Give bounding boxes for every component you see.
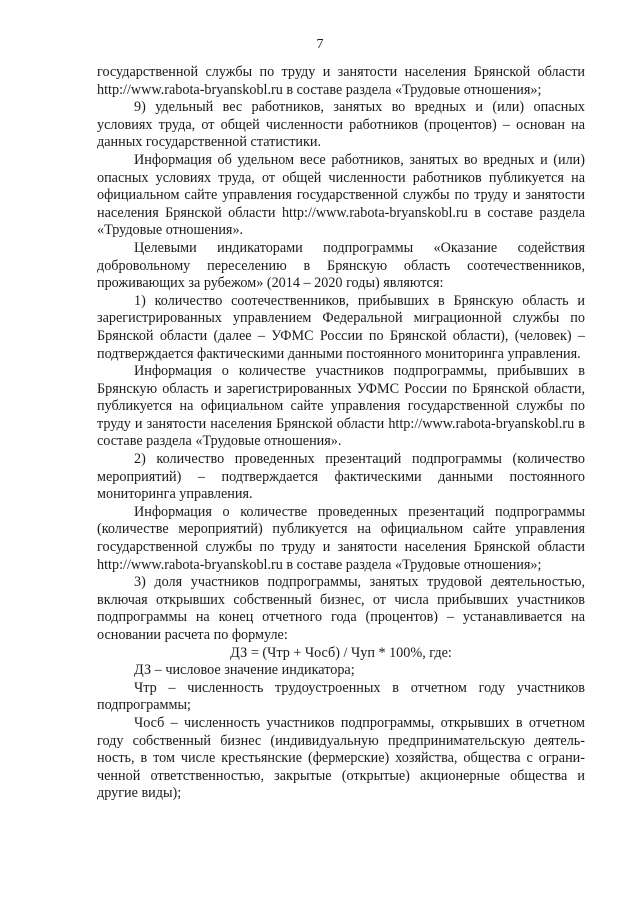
definition-chosb: Чосб – численность участников подпрограммы, открывших в отчетном году собственный бизнес (индивидуальную предпринимательскую деятельность, в том числе крестьянские (фермерские) хозяйства, общества с ограниченной ответственностью, закрытые (открытые) акционерные общества и другие виды); [97,714,585,802]
definition-chtr: Чтр – численность трудоустроенных в отчетном году участников подпрограммы; [97,679,585,714]
paragraph-continuation: государственной службы по труду и занятости населения Брянской области http://www.rabota-bryanskobl.ru в составе раздела «Трудовые отношения»; [97,64,585,98]
paragraph-item-9: 9) удельный вес работников, занятых во вредных и (или) опасных условиях труда, от общей численности работников (процентов) – основан на данных государственной статистики. [97,99,585,151]
paragraph-info-participants: Информация о количестве участников подпрограммы, прибывших в Брянскую область и зарегистрированных УФМС России по Брянской области, публикуется на официальном сайте управления государственной службы по труду и занятости населения Брянской области http://www.rabota-bryanskobl.ru в составе раздела «Трудовые отношения». [97,363,585,450]
paragraph-item-1: 1) количество соотечественников, прибывших в Брянскую область и зарегистрированных управлением Федеральной миграционной службы по Брянской области (далее – УФМС России по Брянской области), (человек) – подтверждается фактическими данными постоянного мониторинга управления. [97,292,585,362]
paragraph-item-2: 2) количество проведенных презентаций подпрограммы (количество мероприятий) – подтверждается фактическими данными постоянного мониторинга управления. [97,451,585,503]
formula: ДЗ = (Чтр + Чосб) / Чуп * 100%, где: [230,644,452,661]
definition-dz: ДЗ – числовое значение индикатора; [134,662,355,679]
paragraph-info-presentations: Информация о количестве проведенных презентаций подпрограммы (количестве мероприятий) публикуется на официальном сайте управления государственной службы по труду и занятости населения Брянской области http://www.rabota-bryanskobl.ru в составе раздела «Трудовые отношения»; [97,503,585,573]
document-body [97,64,585,803]
paragraph-info-harmful-work: Информация об удельном весе работников, занятых во вредных и (или) опасных условиях труда, от общей численности работников публикуется на официальном сайте управления государственной службы по труду и занятости населения Брянской области http://www.rabota-bryanskobl.ru в составе раздела «Трудовые отношения». [97,151,585,239]
page-number: 7 [316,37,324,52]
paragraph-item-3: 3) доля участников подпрограммы, занятых трудовой деятельностью, включая открывших собственный бизнес, от числа прибывших участников подпрограммы на конец отчетного года (процентов) – устанавливается на основании расчета по формуле: [97,574,585,643]
paragraph-target-indicators: Целевыми индикаторами подпрограммы «Оказание содействия добровольному переселению в Брянскую область соотечественников, проживающих за рубежом» (2014 – 2020 годы) являются: [97,239,585,292]
